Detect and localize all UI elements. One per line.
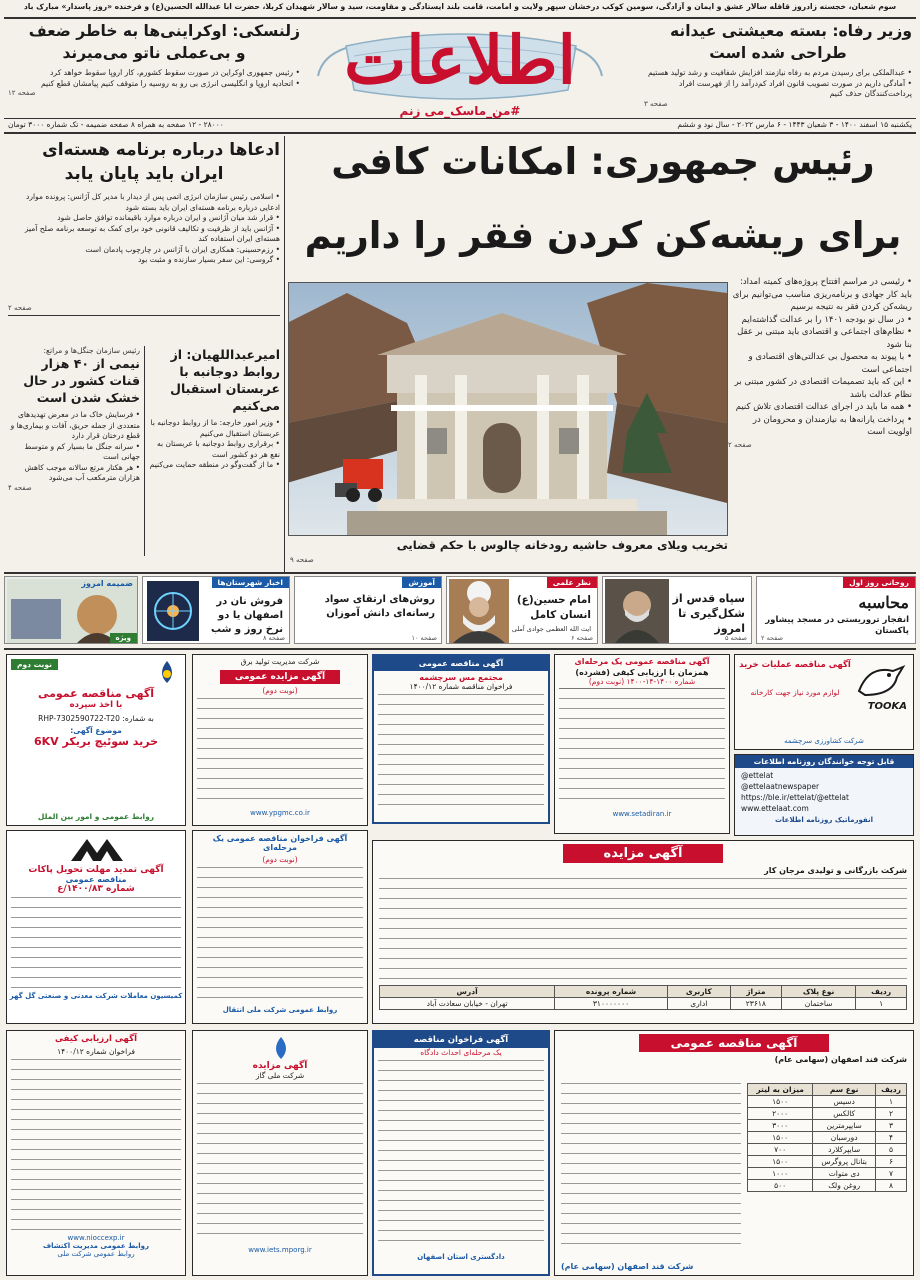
ad-nioc-exp[interactable] <box>6 1030 186 1276</box>
top-right-title2: طراحی شده است <box>709 44 847 62</box>
main-bullet: • این که باید تصمیمات اقتصادی در کشور مبتنی بر نظام عدالت باشد <box>734 377 912 400</box>
ad-gaz[interactable] <box>192 1030 368 1276</box>
parvaz-tag: آگهی فراخوان مناقصه عمومی یک مرحله‌ای <box>212 834 348 852</box>
ad-manaqese-omumi[interactable] <box>554 1030 914 1276</box>
top-left-bullet: • اتحادیه اروپا و انگلیسی انرژی بی رو به روسیه را متوقف کنیم پیامشان قطع کنیم <box>40 78 300 88</box>
amir-bullet: • وزیر امور خارجه: ما از روابط دوجانبه با عربستان استقبال می‌کنیم <box>150 418 280 438</box>
teaser-tag: آموزش <box>402 577 441 588</box>
teaser-tag: اخبار شهرستان‌ها <box>212 577 289 588</box>
nikan-sub: شماره ۱۴۰۰-۱۴-۱۴۰۰ (نوبت دوم) <box>588 677 696 686</box>
main-bullet: • با پیوند به محصول بی عدالتی‌های اقتصادی و اجتماعی است <box>748 352 912 375</box>
nioc-tag: نوبت دوم <box>11 659 58 670</box>
bahonar-sub: فراخوان مناقصه شماره ۱۴۰۰/۱۲ <box>409 682 513 691</box>
gaz-title: آگهی مزایده <box>252 1061 308 1071</box>
issue-info: ۲۸۰۰۰ - ۱۲ صفحه به همراه ۸ صفحه ضمیمه - تک شماره ۳۰۰۰ تومان <box>8 120 224 129</box>
ad-mapna[interactable] <box>192 654 368 826</box>
teaser-item[interactable] <box>446 576 598 644</box>
qanat-bullet: • فرسایش خاک ما در معرض تهدیدهای متعددی از جمله حریق، آفات و بیماری‌ها و قطع درختان قرار دارد <box>10 410 140 440</box>
nioc-title: آگهی مناقصه عمومی <box>37 687 155 700</box>
teaser-item[interactable] <box>4 576 138 644</box>
nuclear-headline1: ادعاها درباره برنامه هسته‌ای <box>42 140 280 160</box>
left-column-divider <box>284 136 285 572</box>
left-column <box>8 138 280 316</box>
teaser-item[interactable] <box>142 576 290 644</box>
ad-bahonar[interactable] <box>372 654 550 824</box>
mashina-number: شماره ۱۴۰۰/۸۳/ع <box>57 884 135 894</box>
qanat-page-ref: صفحه ۴ <box>8 483 32 492</box>
teaser-title: امام حسین(ع) انسان کامل <box>516 594 591 621</box>
teaser-item[interactable] <box>294 576 442 644</box>
top-left-title2: و بی‌عملی ناتو می‌میرند <box>62 44 246 62</box>
bahonar-title: مجتمع مس سرچشمه <box>419 673 503 682</box>
nioc-sub: با اخذ سپرده <box>69 700 123 710</box>
network-graphic <box>147 581 199 641</box>
manaqese-body-filler <box>561 1083 741 1253</box>
nikan-tag: آگهی مناقصه عمومی یک مرحله‌ای <box>574 657 710 666</box>
teaser-tag: نظر علمی <box>547 577 597 588</box>
main-page-ref: صفحه ۲ <box>728 440 752 449</box>
ad-nikan[interactable] <box>554 654 730 834</box>
mashina-footer: کمیسیون معاملات شرکت معدنی و صنعتی گل گهر <box>9 992 183 1000</box>
nioc-footer: روابط عمومی و امور بین الملل <box>37 812 155 821</box>
manaqese-footer: شرکت قند اصفهان (سهامی عام) <box>561 1262 694 1271</box>
mashina-body-filler <box>11 897 181 989</box>
dateline-bottom-rule <box>4 132 916 134</box>
nikan-body-filler <box>555 686 729 810</box>
amir-bullet: • برقراری روابط دوجانبه با عربستان به نفع هر دو کشور است <box>157 439 280 459</box>
left-lower-stories <box>8 346 280 562</box>
teaser-title: ضمیمه امروز <box>81 579 133 588</box>
qanat-bullet: • هر هکتار مرتع سالانه موجب کاهش هزاران مترمکعب آب می‌شود <box>24 462 140 482</box>
nuclear-bullet: • اسلامی رئیس سازمان انرژی اتمی پس از دیدار با مدیر کل آژانس: پرونده موارد ادعایی درباره برنامه هسته‌ای ایران باید بسته شود <box>26 192 280 212</box>
manaqese-title: آگهی مناقصه عمومی <box>639 1034 829 1052</box>
parvaz-sub: (نوبت دوم) <box>262 855 298 864</box>
main-bullet: • نظام‌های اجتماعی و اقتصادی باید مبتنی بر عقل بنا شود <box>737 327 912 350</box>
ad-social-media[interactable] <box>734 754 914 836</box>
main-bullet: • همه ما باید در اجرای عدالت اقتصادی تلاش کنیم <box>735 402 912 412</box>
mozayede-body-filler <box>379 878 907 982</box>
ad-tooka[interactable] <box>734 654 914 750</box>
photo-caption: تخریب ویلای معروف حاشیه رودخانه چالوس با حکم قضایی <box>396 538 728 552</box>
teaser-item[interactable] <box>602 576 752 644</box>
ad-mozayede[interactable] <box>372 840 914 1024</box>
tooka-logo-text: TOOKA <box>867 701 907 712</box>
nuclear-bullet: • گروسی: این سفر بسیار سازنده و مثبت بود <box>138 255 280 264</box>
ad-nioc[interactable] <box>6 654 186 826</box>
nioc-exp-footer: روابط عمومی مدیریت اکتشاف <box>42 1242 150 1250</box>
nuclear-bullet: • رزم‌حسینی: همکاری ایران با آژانس در چارچوب پادمان است <box>85 244 280 254</box>
table-row: ۳ سایپرمترین ۳۰۰۰ <box>748 1120 907 1132</box>
arak-footer: دادگستری استان اصفهان <box>417 1253 505 1261</box>
amir-story <box>148 346 280 471</box>
nuclear-bullet: • آژانس باید از ظرفیت و تکالیف قانونی خود برای کمک به توسعه برنامه صلح آمیز هسته‌ای ایران استفاده کند <box>24 223 280 243</box>
main-story-bullets <box>728 276 912 568</box>
mapna-web[interactable]: www.ypgmc.co.ir <box>250 809 310 817</box>
teaser-title: سپاه قدس از شکل‌گیری تا امروز <box>672 592 745 635</box>
social-line[interactable]: www.ettelaat.com <box>741 804 809 813</box>
teaser-sub: ایت الله العظمی جوادی آملی <box>511 625 591 633</box>
qanat-intro: رئیس سازمان جنگل‌ها و مراتع: <box>43 346 140 355</box>
main-headline-line2: برای ریشه‌کن کردن فقر را داریم <box>304 214 902 257</box>
arak-body-filler <box>378 1060 544 1250</box>
irisl-title: آگهی ارزیابی کیفی <box>55 1034 137 1044</box>
teaser-title: فروش نان در اصفهان یا دو نرخ روز و شب <box>211 596 283 635</box>
mashina-sub: مناقصه عمومی <box>65 875 127 884</box>
teaser-tag: روحانی روز اول <box>843 577 915 588</box>
qanat-bullet: • سرانه جنگل ما بسیار کم و متوسط جهانی است <box>24 441 140 461</box>
masthead-slogan: #من_ماسک_می زنم <box>399 104 521 118</box>
nioc-exp-web[interactable]: www.nioccexp.ir <box>67 1234 125 1242</box>
mapna-body-filler <box>197 698 363 806</box>
teaser-page: صفحه ۱۰ <box>411 634 437 642</box>
top-right-story <box>644 20 912 108</box>
top-right-bullet: • آمادگی داریم در صورت تصویب قانون افراد کم‌درآمد را از فهرست افراد پرداخت‌کنندگان حذف کنیم <box>679 78 912 98</box>
nikan-title: همزمان با ارزیابی کیفی (فشرده) <box>575 668 709 677</box>
teaser-tag: ویژه <box>110 633 137 643</box>
gas-logo-icon <box>269 1035 293 1061</box>
mapna-tag: شرکت مدیریت تولید برق <box>240 657 320 666</box>
ads-top-rule <box>4 648 916 650</box>
mozayede-company: شرکت بازرگانی و تولیدی مرجان کار <box>764 866 907 875</box>
qanat-headline: نیمی از ۴۰ هزار قنات کشور در حال خشک شدن است <box>23 356 140 405</box>
social-line[interactable]: @ettelat <box>741 771 774 780</box>
top-right-page-ref: صفحه ۳ <box>644 99 668 108</box>
table-row: ۲ کالکس ۲۰۰۰ <box>748 1108 907 1120</box>
arak-sub: یک مرحله‌ای احداث دادگاه <box>420 1048 502 1057</box>
nioc-topic: موضوع آگهی: <box>70 726 122 735</box>
table-row: ۵ سایپرکلارد ۷۰۰ <box>748 1144 907 1156</box>
nuclear-bullets <box>8 192 280 304</box>
top-left-story <box>8 20 300 97</box>
teaser-top-rule <box>4 572 916 574</box>
gaz-body-filler <box>197 1083 363 1243</box>
social-title: قابل توجه خوانندگان روزنامه اطلاعات <box>735 755 913 768</box>
irisl-body-filler <box>11 1059 181 1231</box>
table-row: ۶ بتانال پروگرس ۱۵۰۰ <box>748 1156 907 1168</box>
teaser-title: محاسبه <box>858 593 909 612</box>
parvaz-footer: روابط عمومی شرکت ملی انتقال <box>222 1006 338 1014</box>
table-row: ۱ ساختمان ۲۳۶۱۸ اداری ۳۱۰۰۰۰۰۰۰ تهران - خیابان سعادت آباد <box>380 998 907 1010</box>
pesticide-table: ردیف نوع سم میزان به لیتر ۱ دسیس ۱۵۰۰ ۲ کالکس ۲۰۰۰ ۳ سایپرمترین ۳۰۰۰ ۴ دورسبان ۱۵۰۰ ۵ سایپرکلارد ۷۰۰ ۶ بتانال پروگرس ۱۵۰۰ ۷ دی متوات ۱۰۰۰ ۸ روغن ولک ۵۰۰ <box>747 1083 907 1192</box>
mapna-sub: (نوبت دوم) <box>262 686 298 695</box>
nioc-logo-icon <box>155 659 179 685</box>
mozayede-table: ردیف نوع پلاک متراژ کاربری شماره پرونده آدرس ۱ ساختمان ۲۳۶۱۸ اداری ۳۱۰۰۰۰۰۰۰ تهران - خیابان سعادت آباد <box>379 985 907 1010</box>
social-footer: انفورماتیک روزنامه اطلاعات <box>775 816 873 824</box>
dateline: یکشنبه ۱۵ اسفند ۱۴۰۰ - ۳ شعبان ۱۴۴۳ - ۶ مارس ۲۰۲۲ - سال نود و ششم <box>677 120 912 129</box>
main-bullet: • رئیسی در مراسم افتتاح پروژه‌های کمیته امداد: باید کار جهادی و برنامه‌ریزی مناسب می‌توانیم برای ریشه‌کن کردن فقر به نتیجه برسیم <box>732 277 912 312</box>
bahonar-body-filler <box>378 694 544 806</box>
cleric-portrait <box>449 579 509 643</box>
masthead-logo-area <box>306 16 614 120</box>
amir-headline: امیرعبداللهیان: از روابط دوجانبه با عربستان استقبال می‌کنیم <box>170 347 280 413</box>
soleimani-portrait <box>605 579 669 643</box>
main-headline-line1: رئیس جمهوری: امکانات کافی <box>331 140 875 183</box>
qanat-story <box>8 346 140 492</box>
top-left-bullet: • رئیس جمهوری اوکراین در صورت سقوط کشورم، کار اروپا سقوط خواهد کرد <box>50 68 300 77</box>
nikan-web[interactable]: www.setadiran.ir <box>612 810 672 818</box>
arak-title: آگهی فراخوان مناقصه <box>374 1032 548 1048</box>
social-line[interactable]: https://ble.ir/ettelat/@ettelat <box>741 793 849 802</box>
teaser-sub: انفجار تروریستی در مسجد پیشاور پاکستان <box>765 615 909 636</box>
table-row: ۱ دسیس ۱۵۰۰ <box>748 1096 907 1108</box>
main-bullet: • پرداخت یارانه‌ها به نیازمندان و محرومان در اولویت است <box>752 414 912 437</box>
top-right-bullet: • عبدالملکی برای رسیدن مردم به رفاه نیازمند افزایش شفافیت و رشد تولید هستیم <box>647 68 912 77</box>
nioc-number: به شماره: RHP-7302590722-T20 <box>38 714 154 723</box>
nioc-product: خرید سوئیچ بریکر 6KV <box>33 735 159 748</box>
manaqese-company: شرکت قند اصفهان (سهامی عام) <box>774 1055 907 1064</box>
bahonar-tag: آگهی مناقصه عمومی <box>374 656 548 671</box>
teaser-item[interactable] <box>756 576 916 644</box>
irisl-footer: روابط عمومی شرکت ملی <box>57 1250 135 1258</box>
ad-mashina[interactable] <box>6 830 186 1024</box>
tooka-footer: شرکت کشاورزی سرچشمه <box>784 737 864 745</box>
gaz-sub: شرکت ملی گاز <box>255 1071 305 1080</box>
ad-arak[interactable] <box>372 1030 550 1276</box>
top-left-title1: زلنسکی: اوکراینی‌ها به خاطر ضعف <box>28 22 300 40</box>
masthead-logo-text: اطلاعات <box>344 21 576 99</box>
tooka-sub: لوازم مورد نیاز جهت کارخانه <box>750 688 840 697</box>
photo-page-ref: صفحه ۹ <box>290 556 314 564</box>
nuclear-page-ref: صفحه ۲ <box>8 304 32 312</box>
mozayede-title: آگهی مزایده <box>563 844 723 863</box>
top-left-page-ref: صفحه ۱۲ <box>8 89 36 97</box>
mapna-title: آگهی مزایده عمومی <box>220 670 340 684</box>
nuclear-bullet: • قرار شد میان آژانس و ایران درباره موارد باقیمانده توافق حاصل شود <box>57 213 280 222</box>
teaser-page: صفحه ۵ <box>724 634 747 642</box>
top-right-title1: وزیر رفاه: بسته معیشتی عیدانه <box>669 22 912 40</box>
golgohar-logo-icon <box>67 835 127 863</box>
villa-photo-illustration <box>288 283 727 536</box>
gaz-web[interactable]: www.iets.mporg.ir <box>248 1246 312 1254</box>
tooka-title: آگهی مناقصه عملیات خرید <box>739 660 851 670</box>
top-strip: سوم شعبان، خجسته زادروز قافله سالار عشق و ایمان و آزادگی، سومین کوکب درخشان سپهر ولایت و امامت، قامت بلند ایستادگی و مقاومت، سید و سالار شهیدان کربلا، حضرت ابا عبدالله الحسین(ع) و فرخنده «روز پاسدار» مبارک باد <box>23 2 897 11</box>
tooka-bird-icon <box>853 661 907 701</box>
main-bullet: • در سال نو بودجه ۱۴۰۱ را بر عدالت گذاشته‌ایم <box>741 314 912 325</box>
mashina-title: آگهی تمدید مهلت تحویل پاکات <box>28 865 164 875</box>
table-row: ۸ روغن ولک ۵۰۰ <box>748 1180 907 1192</box>
amir-bullet: • ما از گفت‌وگو در منطقه حمایت می‌کنیم <box>149 460 280 469</box>
social-line[interactable]: @ettelaatnewspaper <box>741 782 820 791</box>
table-row: ۴ دورسبان ۱۵۰۰ <box>748 1132 907 1144</box>
teaser-page: صفحه ۶ <box>570 634 593 642</box>
table-row: ۷ دی متوات ۱۰۰۰ <box>748 1168 907 1180</box>
main-photo <box>288 282 728 536</box>
nuclear-headline2: ایران باید پایان یابد <box>64 164 224 184</box>
parvaz-body-filler <box>197 867 363 1003</box>
teaser-page: صفحه ۸ <box>262 634 285 642</box>
teaser-page: صفحه ۲ <box>761 634 784 642</box>
ad-parvaz[interactable] <box>192 830 368 1024</box>
irisl-sub: فراخوان شماره ۱۴۰۰/۱۲ <box>57 1047 135 1056</box>
teaser-title: روش‌های ارتقای سواد رسانه‌ای دانش آموزان <box>324 594 435 619</box>
teaser-strip <box>4 576 916 646</box>
